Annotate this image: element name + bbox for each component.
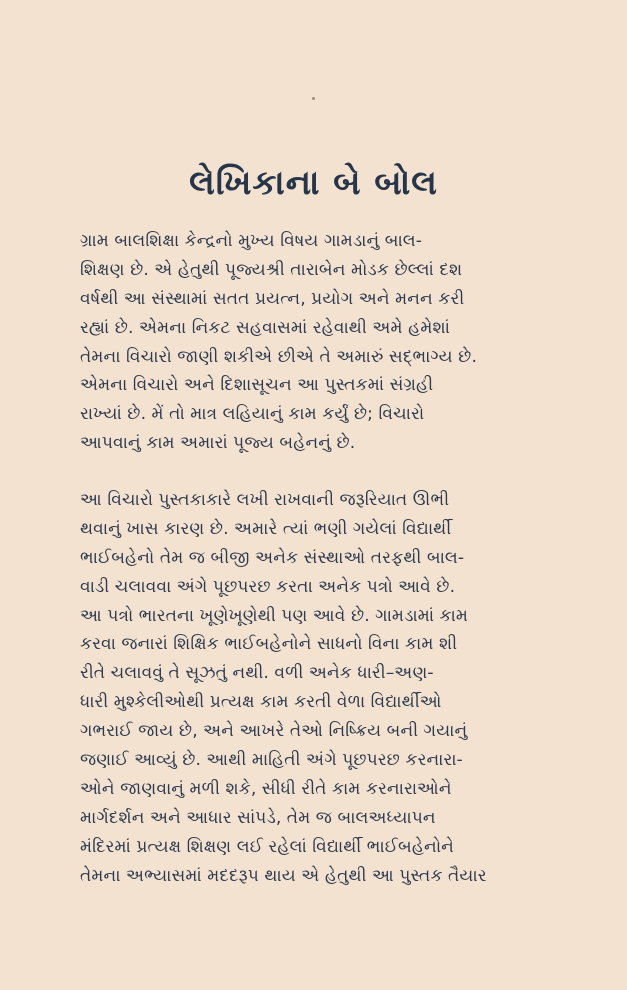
paragraph-line: વાડી ચલાવવા અંગે પૂછપરછ કરતા અનેક પત્રો આવે છે. (80, 576, 456, 597)
paragraph-line: ધારી મુશ્કેલીઓથી પ્રત્યક્ષ કામ કરતી વેળા વિદ્યાર્થીઓ (80, 692, 442, 713)
paragraph-line: માર્ગદર્શન અને આધાર સાંપડે, તેમ જ બાલઅધ્યાપન (80, 807, 436, 828)
page-title: લેખિકાના બે બોલ (189, 163, 438, 203)
paragraph-line: થવાનું ખાસ કારણ છે. અમારે ત્યાં ભણી ગયેલાં વિદ્યાર્થી (80, 518, 452, 539)
paragraph-line: આ પત્રો ભારતના ખૂણેખૂણેથી પણ આવે છે. ગામડામાં કામ (80, 605, 469, 626)
paragraph-line: જણાઈ આવ્યું છે. આથી માહિતી અંગે પૂછપરછ કરનારા- (80, 750, 463, 771)
paragraph-line: ભાઈબહેનો તેમ જ બીજી અનેક સંસ્થાઓ તરફથી બાલ- (80, 547, 465, 568)
paragraph-line: આપવાનું કામ અમારાં પૂજ્ય બહેનનું છે. (80, 433, 356, 454)
page-speck (312, 97, 315, 100)
paragraph-line: મંદિરમાં પ્રત્યક્ષ શિક્ષણ લઈ રહેલાં વિદ્યાર્થી ભાઈબહેનોને (80, 836, 454, 857)
paragraph-line: આ વિચારો પુસ્તકાકારે લખી રાખવાની જરૂરિયાત ઊભી (80, 490, 450, 510)
paragraph-line: વર્ષથી આ સંસ્થામાં સતત પ્રયત્ન, પ્રયોગ અને મનન કરી (80, 288, 465, 309)
paragraph-line: કરવા જનારાં શિક્ષિક ભાઈબહેનોને સાધનો વિના કામ શી (80, 634, 458, 655)
paragraph-line: ગભરાઈ જાય છે, અને આખરે તેઓ નિષ્ક્રિય બની ગયાનું (80, 721, 468, 742)
paragraph-line: તેમના અભ્યાસમાં મદદરૂપ થાય એ હેતુથી આ પુસ્તક તૈયાર (80, 865, 487, 886)
paragraph-line: શિક્ષણ છે. એ હેતુથી પૂજ્યશ્રી તારાબેન મોડક છેલ્લાં દશ (80, 259, 463, 280)
paragraph-line: રાખ્યાં છે. મેં તો માત્ર લહિયાનું કામ કર્યું છે; વિચારો (80, 404, 425, 425)
paragraph-line: એમના વિચારો અને દિશાસૂચન આ પુસ્તકમાં સંગ્રહી (80, 375, 434, 396)
paragraph-line: તેમના વિચારો જાણી શકીએ છીએ તે અમારું સદ્ભાગ્ય છે. (80, 346, 477, 367)
paragraph-line: રહ્યાં છે. એમના નિકટ સહવાસમાં રહેવાથી અમે હમેશાં (80, 317, 450, 338)
paragraph-line: ગ્રામ બાલશિક્ષા કેન્દ્રનો મુખ્ય વિષય ગામડાનું બાલ- (80, 231, 422, 251)
paragraph-2 (80, 486, 582, 890)
paragraph-1 (80, 227, 582, 458)
paragraph-line: રીતે ચલાવવું તે સૂઝતું નથી. વળી અનેક ધારી–અણ- (80, 663, 434, 684)
paragraph-line: ઓને જાણવાનું મળી શકે, સીધી રીતે કામ કરનારાઓને (80, 778, 452, 799)
